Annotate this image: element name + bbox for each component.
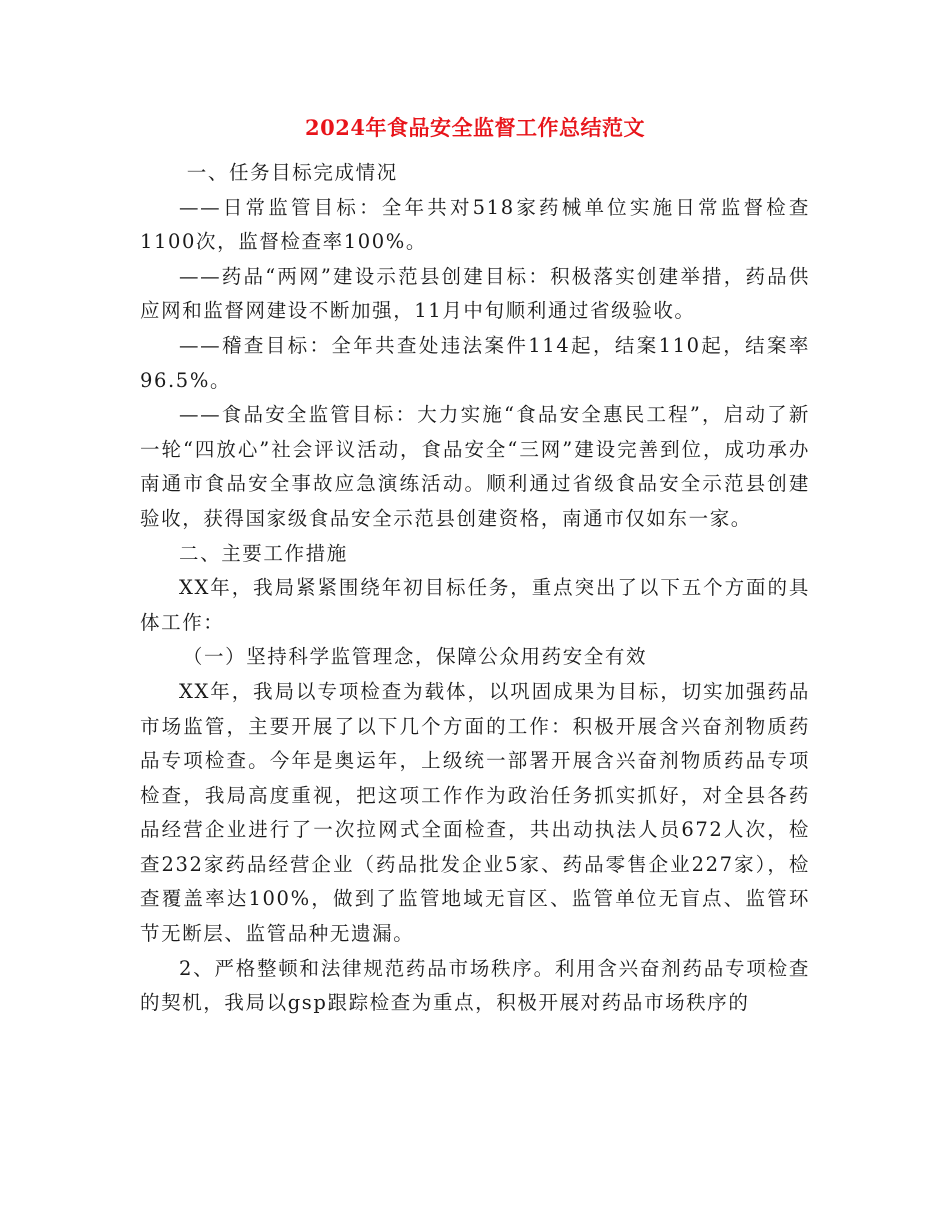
paragraph-work-overview: XX年，我局紧紧围绕年初目标任务，重点突出了以下五个方面的具体工作： [140, 576, 810, 634]
section-heading-2: 二、主要工作措施 [179, 541, 348, 565]
paragraph-two-networks: ——药品“两网”建设示范县创建目标：积极落实创建举措，药品供应网和监督网建设不断加强，11月中旬顺利通过省级验收。 [140, 264, 810, 323]
document-title: 2024年食品安全监督工作总结范文 [305, 115, 645, 140]
section-heading-1: 一、任务目标完成情况 [186, 161, 398, 184]
paragraph-daily-supervision: ——日常监管目标：全年共对518家药械单位实施日常监督检查1100次，监督检查率100%。 [140, 195, 810, 254]
paragraph-special-inspection: XX年，我局以专项检查为载体，以巩固成果为目标，切实加强药品市场监管，主要开展了以下几个方面的工作：积极开展含兴奋剂物质药品专项检查。今年是奥运年，上级统一部署开展含兴奋剂物质药品专项检查，我局高度重视，把这项工作作为政治任务抓实抓好，对全县各药品经营企业进行了一次拉网式全面检查，共出动执法人员672人次，检查232家药品经营企业（药品批发企业5家、药品零售企业227家），检查覆盖率达100%，做到了监管地域无盲区、监管单位无盲点、监管环节无断层、监管品种无遗漏。 [140, 679, 810, 946]
paragraph-food-safety: ——食品安全监管目标：大力实施“食品安全惠民工程”，启动了新一轮“四放心”社会评议活动，食品安全“三网”建设完善到位，成功承办南通市食品安全事故应急演练活动。顺利通过省级食品安全示范县创建验收，获得国家级食品安全示范县创建资格，南通市仅如东一家。 [140, 403, 810, 530]
paragraph-market-order: 2、严格整顿和法律规范药品市场秩序。利用含兴奋剂药品专项检查的契机，我局以gsp跟踪检查为重点，积极开展对药品市场秩序的 [140, 956, 810, 1015]
document-body [140, 156, 810, 1021]
subsection-heading-1: （一）坚持科学监管理念，保障公众用药安全有效 [182, 645, 648, 669]
paragraph-inspection: ——稽查目标：全年共查处违法案件114起，结案110起，结案率96.5%。 [140, 333, 810, 392]
